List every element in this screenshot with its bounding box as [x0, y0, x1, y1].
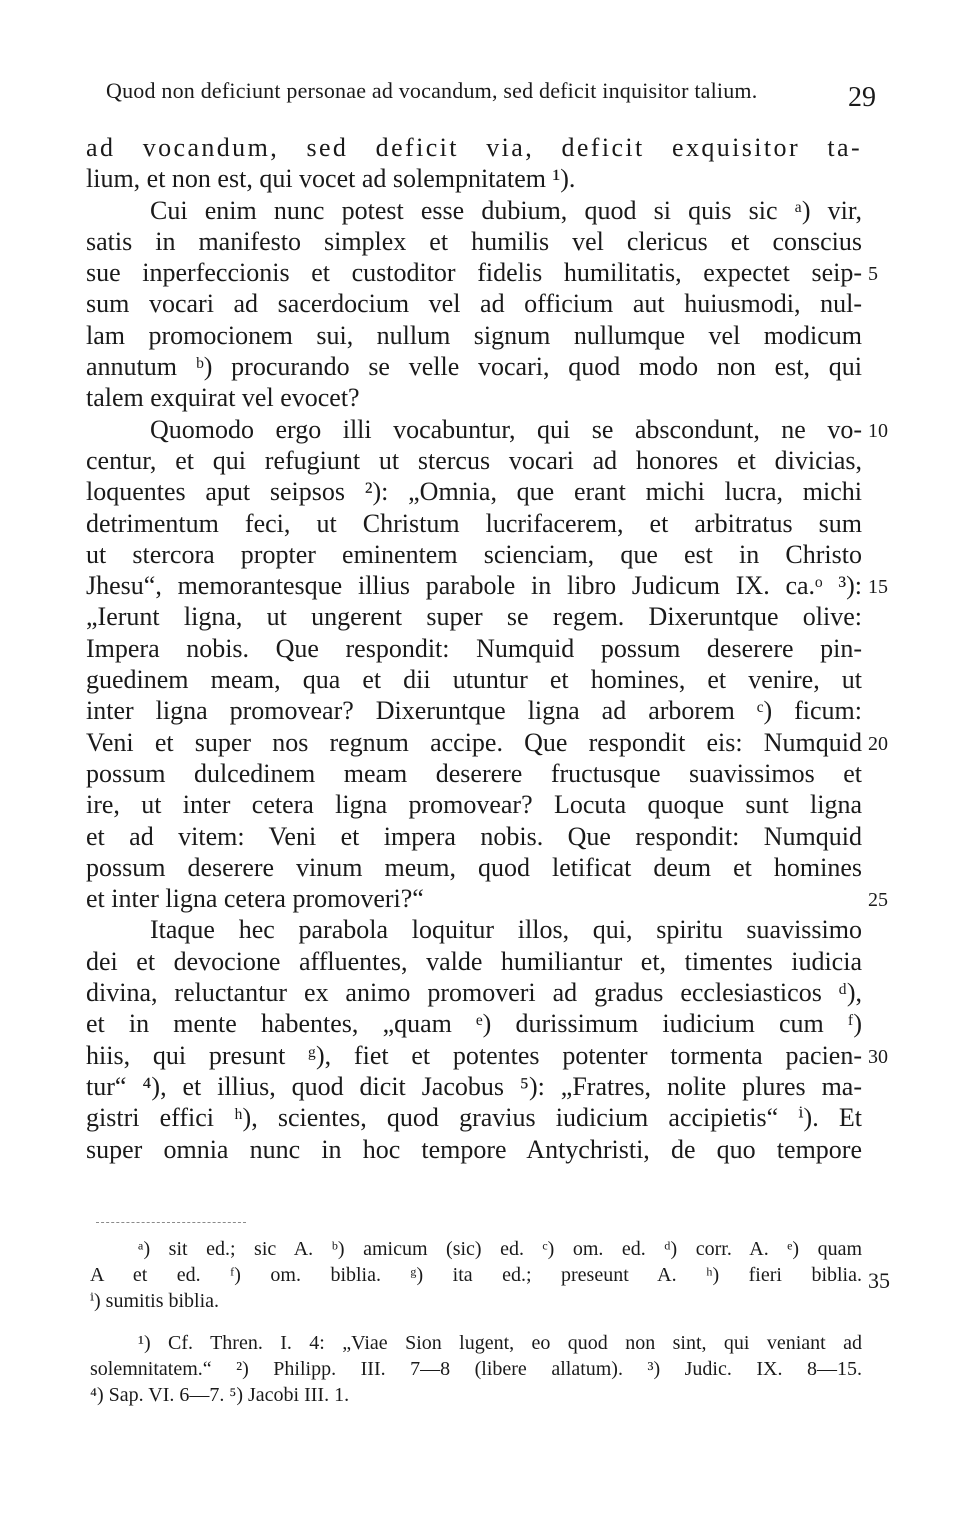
- text-line: ut stercora propter eminentem scienciam, que est in Christo: [86, 539, 862, 569]
- line-number: 10: [868, 419, 888, 442]
- text-line: Jhesu“, memorantesque illius parabole in libro Judicum IX. ca.ᵒ ³):: [86, 571, 862, 601]
- text-line: talem exquirat vel evocet?: [86, 383, 360, 413]
- main-text: [86, 132, 862, 1165]
- text-line: centur, et qui refugiunt ut stercus vocari ad honores et divicias,: [86, 445, 862, 475]
- line-number: 30: [868, 1045, 888, 1068]
- text-line: super omnia nunc in hoc tempore Antychristi, de quo tempore: [86, 1134, 862, 1164]
- text-line: detrimentum feci, ut Christum lucrifacerem, et arbitratus sum: [86, 508, 862, 538]
- text-line: et in mente habentes, „quam ᵉ) durissimum iudicium cum ᶠ): [86, 1009, 862, 1039]
- text-line: dei et devocione affluentes, valde humiliantur et, timentes iudicia: [86, 946, 862, 976]
- text-line: et ad vitem: Veni et impera nobis. Que respondit: Numquid: [86, 821, 862, 851]
- apparatus-line: ᵃ) sit ed.; sic A. ᵇ) amicum (sic) ed. ᶜ) om. ed. ᵈ) corr. A. ᵉ) quam: [138, 1238, 862, 1260]
- page-number: 29: [848, 82, 876, 113]
- footnotes: [90, 1236, 862, 1408]
- line-number: 20: [868, 732, 888, 755]
- text-line: inter ligna promovear? Dixeruntque ligna ad arborem ᶜ) ficum:: [86, 696, 862, 726]
- running-header: [106, 78, 876, 118]
- footnote-line-number: 35: [868, 1268, 890, 1293]
- text-line: guedinem meam, qua et dii utuntur et homines, et venire, ut: [86, 665, 862, 695]
- text-line: hiis, qui presunt ᵍ), fiet et potentes potenter tormenta pacien-: [86, 1040, 862, 1070]
- text-line: sum vocari ad sacerdocium vel ad officium aut huiusmodi, nul-: [86, 289, 862, 319]
- text-line: lam promocionem sui, nullum signum nullumque vel modicum: [86, 320, 862, 350]
- text-line: Quomodo ergo illi vocabuntur, qui se abscondunt, ne vo-: [150, 414, 862, 444]
- footnote-separator: [96, 1222, 246, 1224]
- line-number: 5: [868, 263, 878, 286]
- apparatus-line: A et ed. ᶠ) om. biblia. ᵍ) ita ed.; preseunt A. ʰ) fieri biblia.: [90, 1264, 862, 1286]
- text-line: possum deserere vinum meum, quod letificat deum et homines: [86, 852, 862, 882]
- text-line: satis in manifesto simplex et humilis vel clericus et conscius: [86, 226, 862, 256]
- text-line: Veni et super nos regnum accipe. Que respondit eis: Numquid: [86, 727, 862, 757]
- text-line: et inter ligna cetera promoveri?“: [86, 884, 424, 914]
- text-line: ad vocandum, sed deficit via, deficit exquisitor ta-: [86, 133, 862, 162]
- line-number: 25: [868, 889, 888, 912]
- text-line: loquentes aput seipsos ²): „Omnia, que erant michi lucra, michi: [86, 477, 862, 507]
- text-line: „Ierunt ligna, ut ungerent super se regem. Dixeruntque olive:: [86, 602, 862, 632]
- text-line: gistri effici ʰ), scientes, quod gravius iudicium accipietis“ ⁱ). Et: [86, 1103, 862, 1133]
- text-line: Itaque hec parabola loquitur illos, qui, spiritu suavissimo: [150, 915, 862, 945]
- text-line: Cui enim nunc potest esse dubium, quod si quis sic ᵃ) vir,: [150, 195, 862, 225]
- text-line: divina, reluctantur ex animo promoveri ad gradus ecclesiasticos ᵈ),: [86, 978, 862, 1008]
- text-line: possum dulcedinem meam deserere fructusque suavissimos et: [86, 758, 862, 788]
- line-number: 15: [868, 576, 888, 599]
- text-line: lium, et non est, qui vocet ad solempnitatem ¹).: [86, 164, 576, 194]
- text-line: sue inperfeccionis et custoditor fidelis humilitatis, expectet seip-: [86, 258, 862, 288]
- apparatus-line: ⁱ) sumitis biblia.: [90, 1290, 220, 1312]
- text-line: tur“ ⁴), et illius, quod dicit Jacobus ⁵): „Fratres, nolite plures ma-: [86, 1071, 862, 1101]
- source-note-line: ⁴) Sap. VI. 6—7. ⁵) Jacobi III. 1.: [90, 1384, 350, 1406]
- text-line: Impera nobis. Que respondit: Numquid possum deserere pin-: [86, 633, 862, 663]
- running-title: Quod non deficiunt personae ad vocandum, sed deficit inquisitor talium.: [106, 78, 758, 103]
- text-line: annutum ᵇ) procurando se velle vocari, quod modo non est, qui: [86, 352, 862, 382]
- source-note-line: ¹) Cf. Thren. I. 4: „Viae Sion lugent, eo quod non sint, qui veniant ad: [138, 1332, 862, 1354]
- text-line: ire, ut inter cetera ligna promovear? Locuta quoque sunt ligna: [86, 790, 862, 820]
- source-note-line: solemnitatem.“ ²) Philipp. III. 7—8 (libere allatum). ³) Judic. IX. 8—15.: [90, 1358, 862, 1380]
